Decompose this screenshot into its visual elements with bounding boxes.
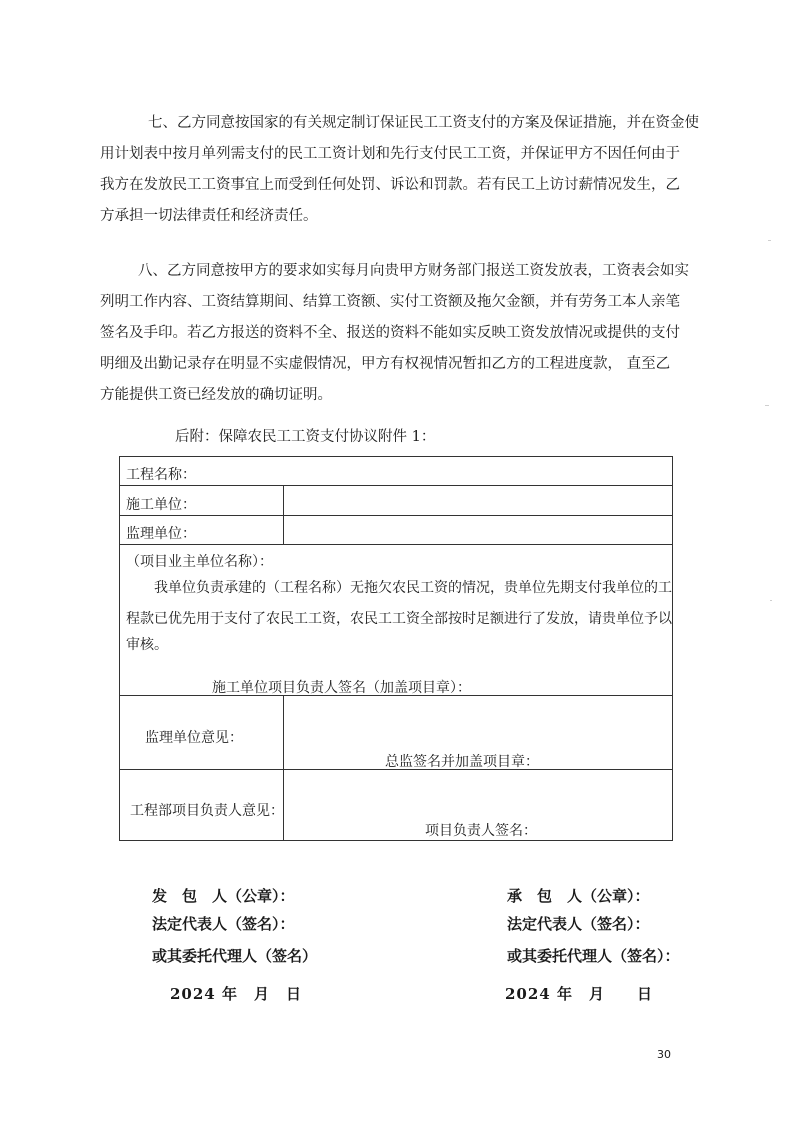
party-b-seal: 承 包 人（公章）： <box>507 887 650 905</box>
scan-artifact <box>765 405 769 406</box>
appendix-note: 后附：保障农民工工资支付协议附件 1： <box>175 429 436 445</box>
scan-artifact <box>770 600 772 601</box>
form-row-divider <box>120 515 672 516</box>
project-manager-signature-line: 项目负责人签名： <box>425 823 537 839</box>
party-b-legal-rep: 法定代表人（签名）： <box>507 915 650 933</box>
form-row-divider <box>120 544 672 545</box>
page-number: 30 <box>657 1048 671 1061</box>
party-a-date: 2024 年 月 日 <box>170 985 302 1003</box>
supervision-unit-label: 监理单位： <box>126 526 196 542</box>
clause-8 <box>100 256 689 411</box>
scan-artifact <box>768 240 771 241</box>
owner-unit-label: （项目业主单位名称）： <box>126 554 273 570</box>
clause-8-line: 八、乙方同意按甲方的要求如实每月向贵甲方财务部门报送工资发放表，工资表会如实 <box>138 263 689 279</box>
clause-7-line: 用计划表中按月单列需支付的民工工资计划和先行支付民工工资，并保证甲方不因任何由于 <box>100 146 680 162</box>
clause-8-line: 签名及手印。若乙方报送的资料不全、报送的资料不能如实反映工资发放情况或提供的支付 <box>100 325 680 341</box>
project-dept-opinion-label: 工程部项目负责人意见： <box>130 803 284 819</box>
clause-8-line: 列明工作内容、工资结算期间、结算工资额、实付工资额及拖欠金额，并有劳务工本人亲笔 <box>100 294 680 310</box>
statement-line: 程款已优先用于支付了农民工工资，农民工工资全部按时足额进行了发放，请贵单位予以 <box>126 611 672 627</box>
clause-7-line: 方承担一切法律责任和经济责任。 <box>100 208 318 224</box>
form-row-divider <box>120 485 672 486</box>
clause-8-line: 方能提供工资已经发放的确切证明。 <box>100 387 332 403</box>
contractor-unit-label: 施工单位： <box>126 497 196 513</box>
clause-7 <box>100 108 699 232</box>
statement-line: 审核。 <box>126 637 168 653</box>
party-b-date: 2024 年 月 日 <box>505 985 653 1003</box>
wage-payment-form <box>119 456 673 841</box>
statement-line: 我单位负责承建的（工程名称）无拖欠农民工资的情况，贵单位先期支付我单位的工 <box>154 580 672 596</box>
clause-7-line: 我方在发放民工工资事宜上而受到任何处罚、诉讼和罚款。若有民工上访讨薪情况发生，乙 <box>100 177 680 193</box>
party-a-agent: 或其委托代理人（签名） <box>152 947 318 965</box>
supervision-opinion-label: 监理单位意见： <box>145 730 243 746</box>
clause-8-line: 明细及出勤记录存在明显不实虚假情况，甲方有权视情况暂扣乙方的工程进度款， 直至乙 <box>100 356 671 372</box>
clause-7-line: 七、乙方同意按国家的有关规定制订保证民工工资支付的方案及保证措施，并在资金使 <box>148 115 699 131</box>
party-a-seal: 发 包 人（公章）： <box>152 887 295 905</box>
party-a-legal-rep: 法定代表人（签名）： <box>152 915 295 933</box>
chief-supervisor-signature-line: 总监签名并加盖项目章： <box>385 754 539 770</box>
party-b-agent: 或其委托代理人（签名）： <box>507 947 680 965</box>
form-col-divider <box>283 485 284 544</box>
contractor-signature-line: 施工单位项目负责人签名（加盖项目章）： <box>212 680 471 696</box>
project-name-label: 工程名称： <box>126 467 196 483</box>
